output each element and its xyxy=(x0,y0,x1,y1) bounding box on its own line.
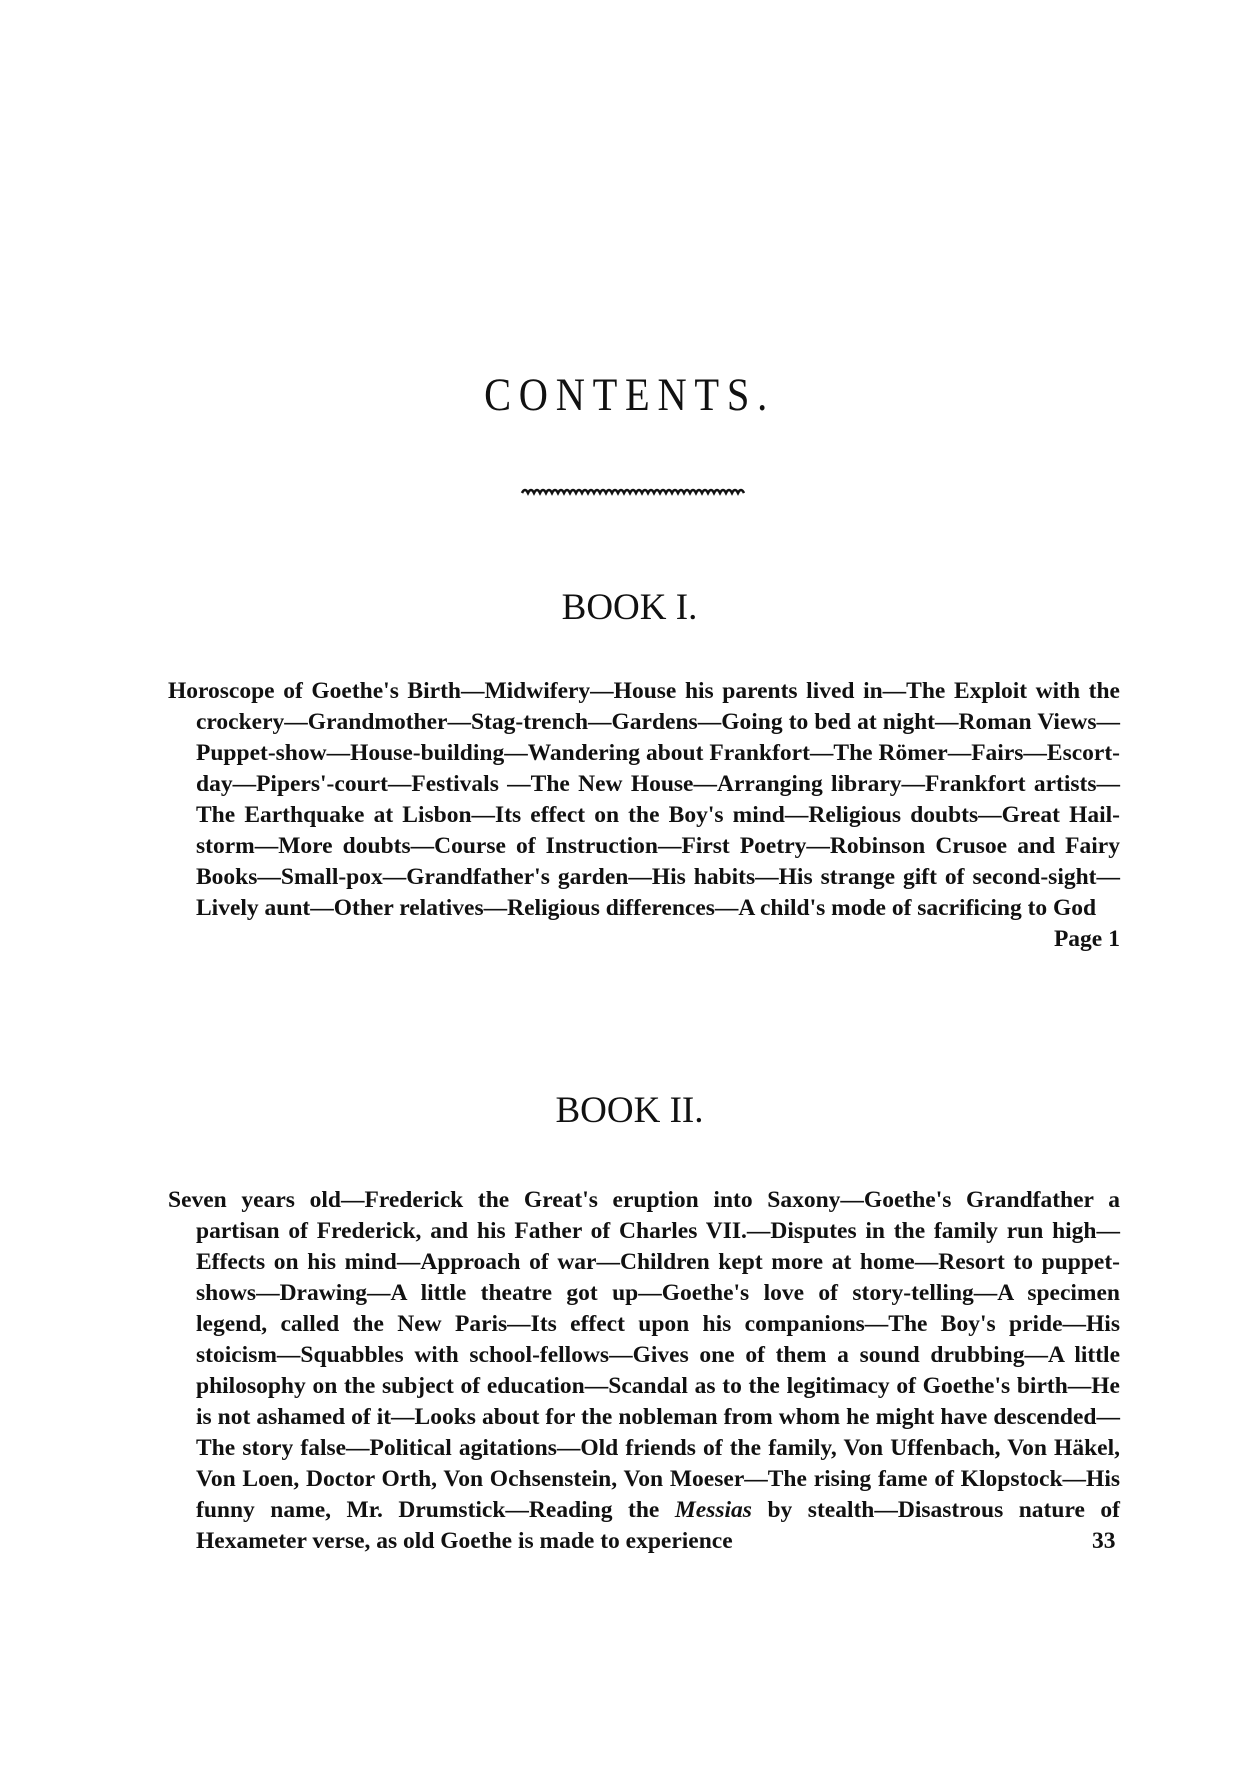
page-title: CONTENTS. xyxy=(484,369,775,421)
summary-text: Horoscope of Goethe's Birth—Midwifery—House his parents lived in—The Exploit with the crockery—Grandmother—Stag-trench—Gardens—Going to bed at night—Roman Views—Puppet-show—House-building—Wandering about Frankfort—The Römer—Fairs—Escort-day—Pipers'-court—Festivals —The New House—Arranging library—Frankfort artists—The Earthquake at Lisbon—Its effect on the Boy's mind—Religious doubts—Great Hail-storm—More doubts—Course of Instruction—First Poetry—Robinson Crusoe and Fairy Books—Small-pox—Grandfather's garden—His habits—His strange gift of second-sight—Lively aunt—Other relatives—Religious differences—A child's mode of sacrificing to God xyxy=(168,678,1120,921)
page-label: Page xyxy=(1053,926,1103,952)
page-number: 1 xyxy=(1108,926,1120,952)
italic-title: Messias xyxy=(674,1497,752,1523)
page-number: 33 xyxy=(1092,1528,1116,1554)
chapter-summary xyxy=(168,676,1120,955)
wavy-rule-ornament xyxy=(520,486,745,500)
page-reference[interactable] xyxy=(1092,1526,1120,1557)
page-reference[interactable] xyxy=(1053,924,1120,955)
chapter-summary xyxy=(168,1185,1120,1557)
summary-text-continued: by stealth—Disastrous nature of Hexameter verse, as old Goethe is made to experience xyxy=(196,1497,1120,1554)
book-heading: BOOK I. xyxy=(561,587,698,628)
summary-text: Seven years old—Frederick the Great's eruption into Saxony—Goethe's Grandfather a partisan of Frederick, and his Father of Charles VII.—Disputes in the family run high—Effects on his mind—Approach of war—Children kept more at home—Resort to puppet-shows—Drawing—A little theatre got up—Goethe's love of story-telling—A specimen legend, called the New Paris—Its effect upon his companions—The Boy's pride—His stoicism—Squabbles with school-fellows—Gives one of them a sound drubbing—A little philosophy on the subject of education—Scandal as to the legitimacy of Goethe's birth—He is not ashamed of it—Looks about for the nobleman from whom he might have descended—The story false—Political agitations—Old friends of the family, Von Uffenbach, Von Häkel, Von Loen, Doctor Orth, Von Ochsenstein, Von Moeser—The rising fame of Klopstock—His funny name, Mr. Drumstick—Reading the xyxy=(168,1187,1120,1523)
book-heading: BOOK II. xyxy=(555,1090,704,1131)
